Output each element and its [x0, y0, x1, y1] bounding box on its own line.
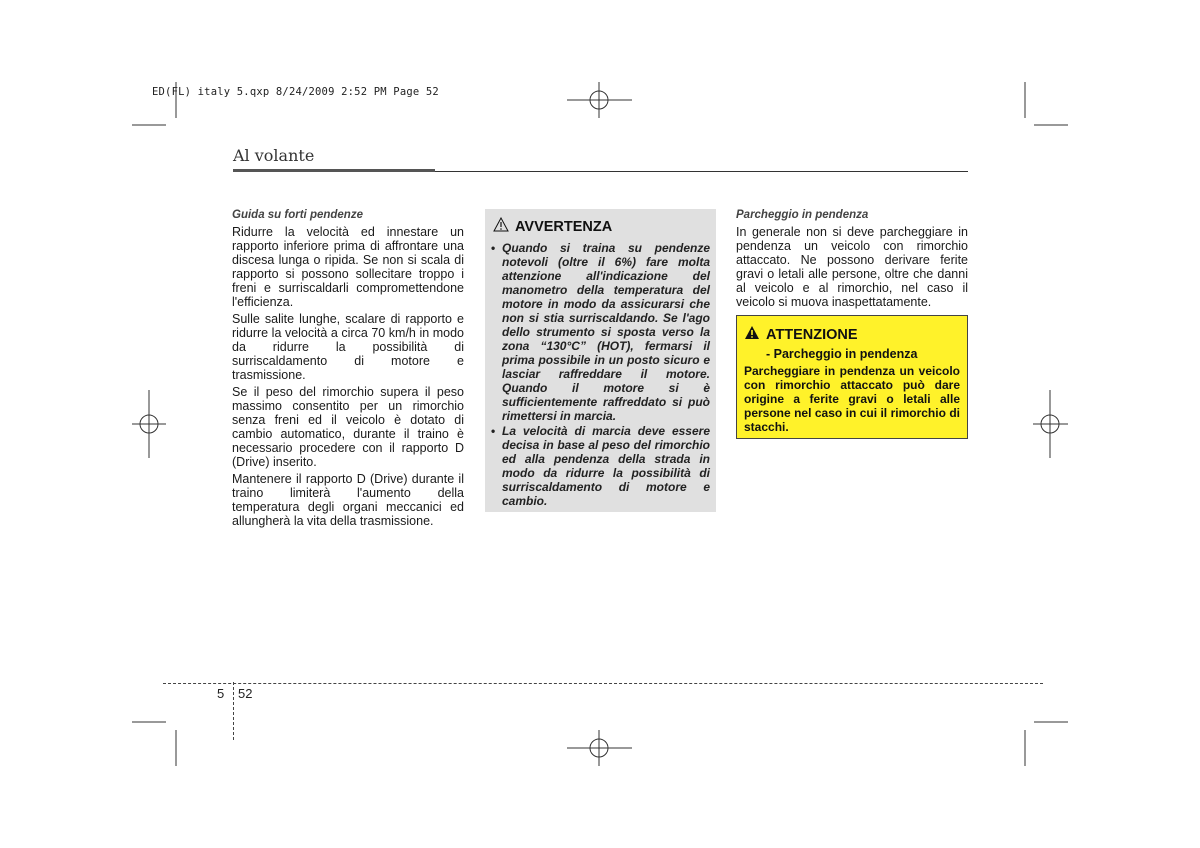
right-column	[736, 208, 968, 312]
left-column	[232, 208, 464, 531]
right-subhead: Parcheggio in pendenza	[736, 209, 869, 221]
left-paragraph: Mantenere il rapporto D (Drive) durante il traino limiterà l'aumento della temperatura degli organi meccanici ed allungherà la vita della trasmissione.	[232, 472, 464, 528]
registration-mark-right	[1033, 390, 1068, 458]
left-paragraph: Sulle salite lunghe, scalare di rapporto e ridurre la velocità a circa 70 km/h in modo da ridurre la possibilità di surriscaldamento di motore e trasmissione.	[232, 312, 464, 382]
registration-mark-left	[132, 390, 166, 458]
warning-header	[493, 217, 710, 237]
section-title: Al volante	[233, 146, 315, 165]
attention-body: Parcheggiare in pendenza un veicolo con rimorchio attaccato può dare origine a ferite gravi o letali alle persone nel caso in cui il rimorchio di stacchi.	[744, 364, 960, 434]
warning-item: • Quando si traina su pendenze notevoli (oltre il 6%) fare molta attenzione all'indicazione del manometro della temperatura del motore in modo da assicurarsi che non si stia surriscaldando. Se l'ago dello strumento si sposta verso la zona “130°C” (HOT), fermarsi il prima possibile in un posto sicuro e lasciar raffreddare il motore. Quando il motore si è sufficientemente raffreddato si può rimettersi in marcia.	[491, 241, 710, 423]
warning-triangle-icon	[493, 217, 509, 237]
attention-title: ATTENZIONE	[766, 327, 858, 343]
left-paragraph: Se il peso del rimorchio supera il peso massimo consentito per un rimorchio senza freni ed il veicolo è dotato di cambio automatico, durante il traino è necessario procedere con il rapporto D (Drive) inserito.	[232, 385, 464, 469]
chapter-number: 5	[217, 686, 225, 701]
warning-list	[491, 241, 710, 508]
print-slug: ED(FL) italy 5.qxp 8/24/2009 2:52 PM Page 52	[152, 86, 439, 98]
left-paragraph: Ridurre la velocità ed innestare un rapporto inferiore prima di affrontare una discesa lunga o ripida. Se non si scala di rapporto si possono sollecitare troppo i freni e surriscaldarli compromettendone l'efficienza.	[232, 225, 464, 309]
header-rule-accent	[233, 169, 435, 172]
attention-subtitle: - Parcheggio in pendenza	[766, 347, 918, 361]
warning-box	[485, 209, 716, 512]
attention-box	[736, 315, 968, 439]
registration-mark-top	[567, 82, 632, 118]
warning-item: • La velocità di marcia deve essere decisa in base al peso del rimorchio ed alla pendenza della strada in modo da ridurre la possibilità di surriscaldamento di motore e cambio.	[491, 424, 710, 508]
registration-mark-bottom	[567, 730, 632, 766]
right-paragraph: In generale non si deve parcheggiare in pendenza un veicolo con rimorchio attaccato. Ne possono derivare ferite gravi o letali alle persone, oltre che danni al veicolo e al rimorchio, nel caso il veicolo si muova inaspettatamente.	[736, 225, 968, 309]
left-subhead: Guida su forti pendenze	[232, 209, 363, 221]
attention-header	[744, 325, 960, 345]
page-number: 52	[238, 686, 253, 701]
warning-triangle-filled-icon	[744, 325, 760, 345]
footer-rule	[163, 683, 1043, 684]
warning-title: AVVERTENZA	[515, 219, 613, 235]
page-number-separator	[233, 682, 235, 740]
